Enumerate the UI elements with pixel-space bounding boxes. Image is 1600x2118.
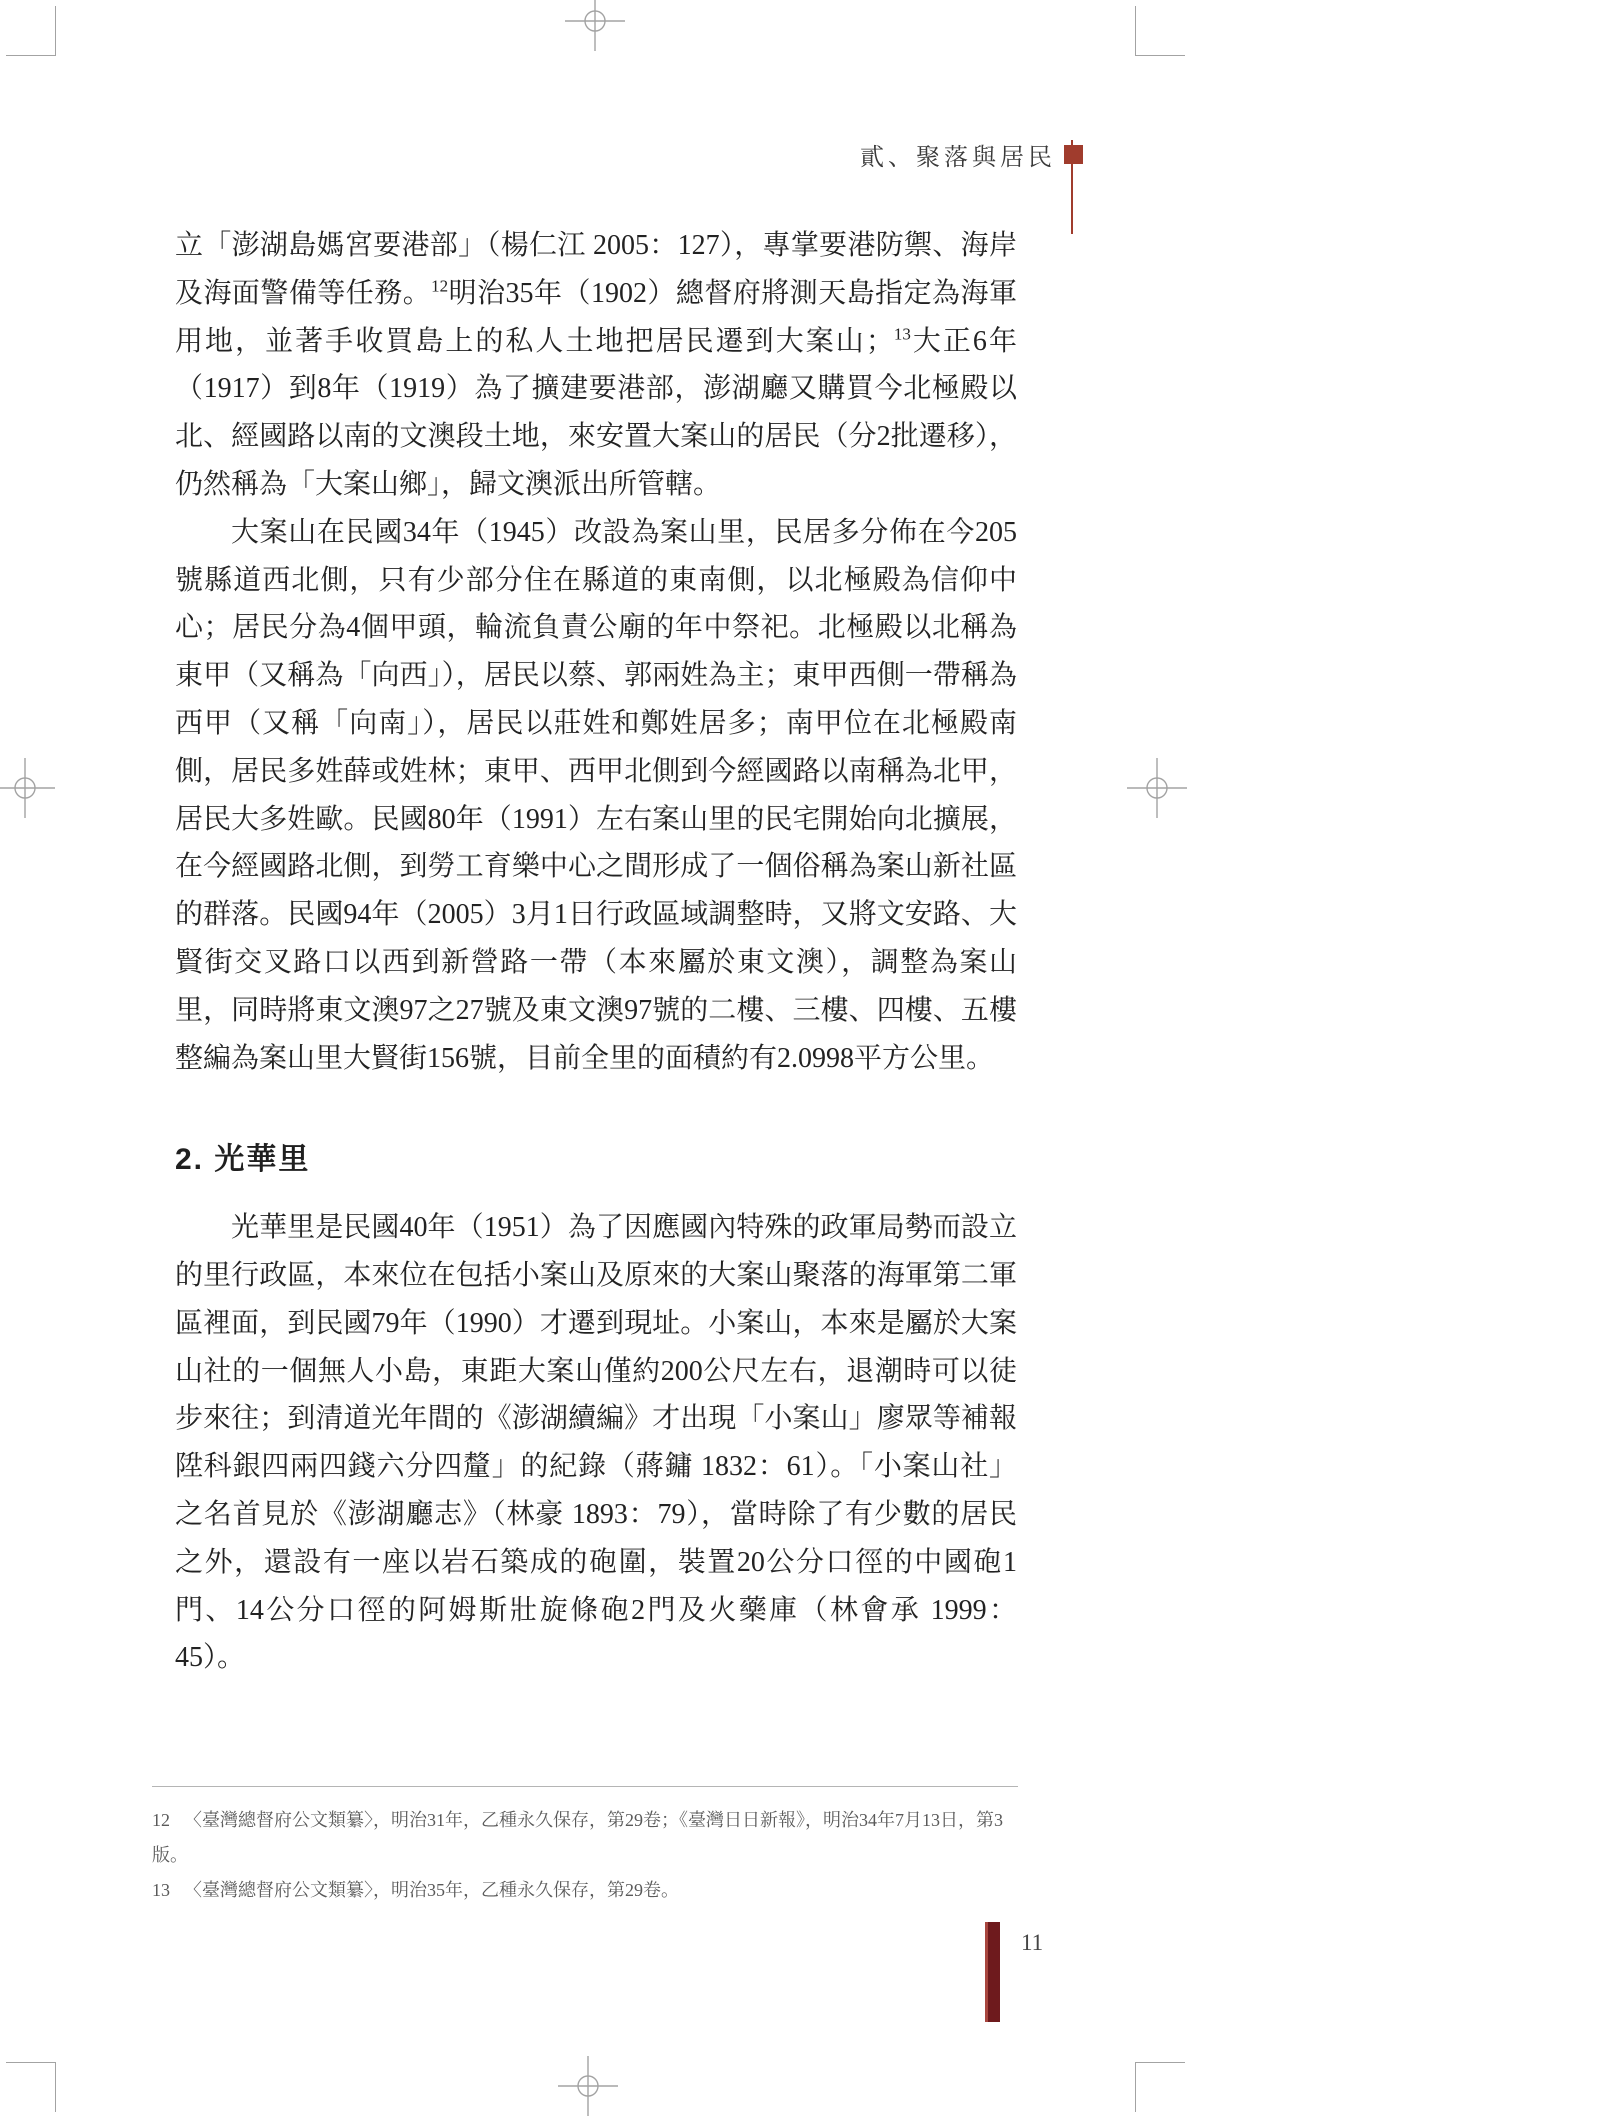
crop-mark-bottom-right-horizontal xyxy=(1135,2062,1185,2063)
paragraph-1-text: 立「澎湖島媽宮要港部」（楊仁江 2005：127），專掌要港防禦、海岸及海面警備等任務。 xyxy=(175,230,1017,309)
running-header xyxy=(860,137,1083,172)
crop-mark-top-right-horizontal xyxy=(1135,55,1185,56)
paragraph-1 xyxy=(175,222,1017,509)
paragraph-1-text: 明治35年（1902）總督府將測天島指定為海軍用地，並著手收買島上的私人土地把居民遷到大案山； xyxy=(175,277,1017,357)
footnote-12-number: 12 xyxy=(152,1810,170,1830)
paragraph-3: 光華里是民國40年（1951）為了因應國內特殊的政軍局勢而設立的里行政區，本來位在包括小案山及原來的大案山聚落的海軍第二軍區裡面，到民國79年（1990）才遷到現址。小案山，本來是屬於大案山社的一個無人小島，東距大案山僅約200公尺左右，退潮時可以徒步來往；到清道光年間的《澎湖續編》才出現「小案山」廖眾等補報陞科銀四兩四錢六分四釐」的紀錄（蔣鏞 1832：61）。「小案山社」之名首見於《澎湖廳志》（林豪 1893：79），當時除了有少數的居民之外，還設有一座以岩石築成的砲圍，裝置20公分口徑的中國砲1門、14公分口徑的阿姆斯壯旋條砲2門及火藥庫（林會承 1999：45）。 xyxy=(175,1212,1017,1674)
crop-mark-bottom-left-vertical xyxy=(55,2062,56,2112)
section-heading-guanghua: 2. 光華里 xyxy=(175,1143,311,1177)
crop-mark-top-left-vertical xyxy=(55,6,56,56)
footnote-12-text: 〈臺灣總督府公文類纂〉，明治31年，乙種永久保存，第29卷；《臺灣日日新報》，明治34年7月13日，第3版。 xyxy=(152,1810,1003,1865)
paragraph-1-text: 大正6年（1917）到8年（1919）為了擴建要港部，澎湖廳又購買今北極殿以北、經國路以南的文澳段土地，來安置大案山的居民（分2批遷移），仍然稱為「大案山鄉」，歸文澳派出所管轄。 xyxy=(175,325,1017,500)
registration-mark-left-icon xyxy=(0,758,55,818)
crop-mark-top-left-horizontal xyxy=(6,55,56,56)
footnote-block xyxy=(152,1786,1018,1908)
running-header-title: 貳、聚落與居民 xyxy=(860,145,1056,171)
footnote-13 xyxy=(152,1873,1018,1908)
footnote-13-text: 〈臺灣總督府公文類纂〉，明治35年，乙種永久保存，第29卷。 xyxy=(184,1880,679,1900)
crop-mark-bottom-right-vertical xyxy=(1135,2062,1136,2112)
header-accent-square xyxy=(1064,145,1083,164)
paragraph-2: 大案山在民國34年（1945）改設為案山里，民居多分佈在今205號縣道西北側，只有少部分住在縣道的東南側，以北極殿為信仰中心；居民分為4個甲頭，輪流負責公廟的年中祭祀。北極殿以北稱為東甲（又稱為「向西」），居民以蔡、郭兩姓為主；東甲西側一帶稱為西甲（又稱「向南」），居民以莊姓和鄭姓居多；南甲位在北極殿南側，居民多姓薛或姓林；東甲、西甲北側到今經國路以南稱為北甲，居民大多姓歐。民國80年（1991）左右案山里的民宅開始向北擴展，在今經國路北側，到勞工育樂中心之間形成了一個俗稱為案山新社區的群落。民國94年（2005）3月1日行政區域調整時，又將文安路、大賢街交叉路口以西到新營路一帶（本來屬於東文澳），調整為案山里，同時將東文澳97之27號及東文澳97號的二樓、三樓、四樓、五樓整編為案山里大賢街156號，目前全里的面積約有2.0998平方公里。 xyxy=(175,516,1017,1074)
footnote-ref-13: 13 xyxy=(893,324,911,344)
page-number-accent-bar xyxy=(985,1922,1000,2022)
registration-mark-bottom-icon xyxy=(558,2056,618,2116)
crop-mark-top-right-vertical xyxy=(1135,6,1136,56)
header-accent-line xyxy=(1071,140,1073,234)
registration-mark-top-icon xyxy=(565,0,625,51)
crop-mark-bottom-left-horizontal xyxy=(6,2062,56,2063)
footnote-ref-12: 12 xyxy=(431,276,449,296)
footnote-divider xyxy=(152,1786,1018,1787)
footnote-list xyxy=(152,1803,1018,1908)
body-text-block xyxy=(175,222,1017,1682)
footnote-13-number: 13 xyxy=(152,1880,170,1900)
registration-mark-right-icon xyxy=(1127,758,1187,818)
footnote-12 xyxy=(152,1803,1018,1873)
page-number: 11 xyxy=(1021,1930,1044,1955)
